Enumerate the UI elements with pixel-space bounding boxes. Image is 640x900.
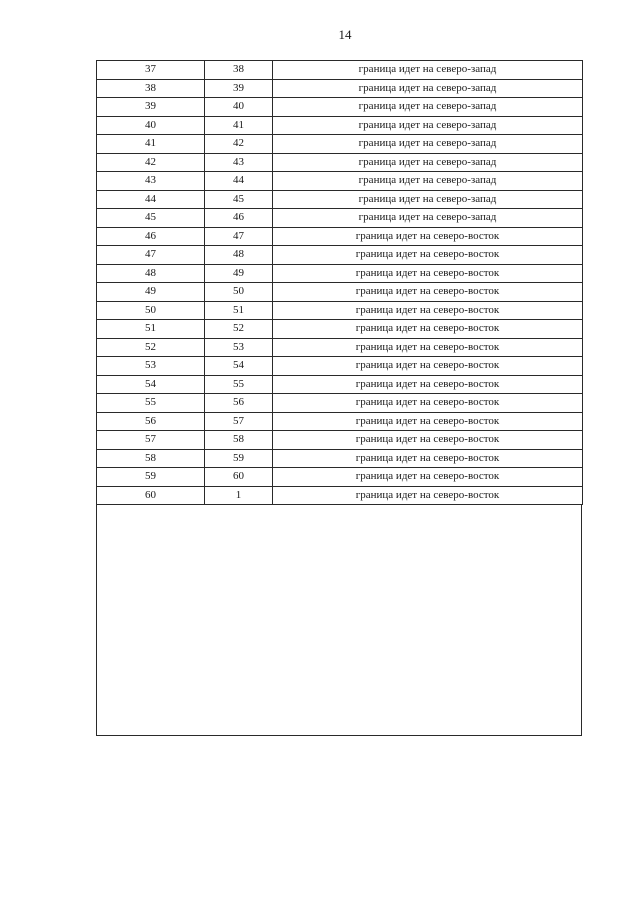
table-row <box>97 468 583 487</box>
point-from-cell: 49 <box>97 283 205 302</box>
table-row <box>97 412 583 431</box>
table-row <box>97 431 583 450</box>
page-number: 14 <box>338 27 352 42</box>
direction-cell: граница идет на северо-восток <box>273 486 583 505</box>
table-row <box>97 79 583 98</box>
direction-cell: граница идет на северо-запад <box>273 190 583 209</box>
direction-cell: граница идет на северо-запад <box>273 61 583 80</box>
direction-cell: граница идет на северо-восток <box>273 283 583 302</box>
table-row <box>97 338 583 357</box>
direction-cell: граница идет на северо-восток <box>273 431 583 450</box>
point-from-cell: 53 <box>97 357 205 376</box>
table-row <box>97 61 583 80</box>
direction-cell: граница идет на северо-восток <box>273 449 583 468</box>
table-row <box>97 172 583 191</box>
direction-cell: граница идет на северо-восток <box>273 357 583 376</box>
direction-cell: граница идет на северо-восток <box>273 264 583 283</box>
direction-cell: граница идет на северо-восток <box>273 394 583 413</box>
point-from-cell: 47 <box>97 246 205 265</box>
direction-cell: граница идет на северо-запад <box>273 98 583 117</box>
table-row <box>97 357 583 376</box>
table-row <box>97 394 583 413</box>
point-to-cell: 50 <box>205 283 273 302</box>
table-row <box>97 320 583 339</box>
point-to-cell: 49 <box>205 264 273 283</box>
direction-cell: граница идет на северо-запад <box>273 79 583 98</box>
point-to-cell: 47 <box>205 227 273 246</box>
point-to-cell: 43 <box>205 153 273 172</box>
point-to-cell: 1 <box>205 486 273 505</box>
point-from-cell: 58 <box>97 449 205 468</box>
point-from-cell: 57 <box>97 431 205 450</box>
point-from-cell: 38 <box>97 79 205 98</box>
boundary-table-container <box>96 60 582 505</box>
direction-cell: граница идет на северо-восток <box>273 320 583 339</box>
point-to-cell: 60 <box>205 468 273 487</box>
direction-cell: граница идет на северо-запад <box>273 135 583 154</box>
point-to-cell: 51 <box>205 301 273 320</box>
direction-cell: граница идет на северо-запад <box>273 153 583 172</box>
point-from-cell: 50 <box>97 301 205 320</box>
table-row <box>97 264 583 283</box>
table-row <box>97 283 583 302</box>
boundary-table-body <box>97 61 583 505</box>
point-from-cell: 41 <box>97 135 205 154</box>
point-from-cell: 46 <box>97 227 205 246</box>
point-to-cell: 52 <box>205 320 273 339</box>
point-from-cell: 52 <box>97 338 205 357</box>
point-from-cell: 56 <box>97 412 205 431</box>
table-row <box>97 375 583 394</box>
point-from-cell: 48 <box>97 264 205 283</box>
point-from-cell: 42 <box>97 153 205 172</box>
table-row <box>97 116 583 135</box>
point-from-cell: 37 <box>97 61 205 80</box>
point-to-cell: 55 <box>205 375 273 394</box>
point-to-cell: 58 <box>205 431 273 450</box>
direction-cell: граница идет на северо-восток <box>273 468 583 487</box>
table-row <box>97 449 583 468</box>
point-to-cell: 57 <box>205 412 273 431</box>
point-from-cell: 55 <box>97 394 205 413</box>
direction-cell: граница идет на северо-запад <box>273 116 583 135</box>
point-to-cell: 53 <box>205 338 273 357</box>
point-to-cell: 39 <box>205 79 273 98</box>
direction-cell: граница идет на северо-восток <box>273 338 583 357</box>
table-row <box>97 227 583 246</box>
direction-cell: граница идет на северо-восток <box>273 227 583 246</box>
table-row <box>97 301 583 320</box>
point-from-cell: 40 <box>97 116 205 135</box>
point-from-cell: 43 <box>97 172 205 191</box>
table-row <box>97 153 583 172</box>
point-to-cell: 38 <box>205 61 273 80</box>
table-row <box>97 246 583 265</box>
direction-cell: граница идет на северо-восток <box>273 412 583 431</box>
point-from-cell: 59 <box>97 468 205 487</box>
point-to-cell: 48 <box>205 246 273 265</box>
table-row <box>97 98 583 117</box>
direction-cell: граница идет на северо-восток <box>273 246 583 265</box>
point-to-cell: 44 <box>205 172 273 191</box>
point-from-cell: 39 <box>97 98 205 117</box>
direction-cell: граница идет на северо-восток <box>273 375 583 394</box>
table-row <box>97 190 583 209</box>
point-to-cell: 45 <box>205 190 273 209</box>
table-row <box>97 135 583 154</box>
point-from-cell: 60 <box>97 486 205 505</box>
table-row <box>97 209 583 228</box>
point-to-cell: 54 <box>205 357 273 376</box>
point-to-cell: 41 <box>205 116 273 135</box>
point-from-cell: 44 <box>97 190 205 209</box>
point-to-cell: 46 <box>205 209 273 228</box>
table-row <box>97 486 583 505</box>
point-from-cell: 51 <box>97 320 205 339</box>
direction-cell: граница идет на северо-восток <box>273 301 583 320</box>
direction-cell: граница идет на северо-запад <box>273 209 583 228</box>
point-from-cell: 45 <box>97 209 205 228</box>
point-to-cell: 56 <box>205 394 273 413</box>
point-from-cell: 54 <box>97 375 205 394</box>
point-to-cell: 42 <box>205 135 273 154</box>
point-to-cell: 40 <box>205 98 273 117</box>
empty-frame <box>96 504 582 736</box>
direction-cell: граница идет на северо-запад <box>273 172 583 191</box>
boundary-table <box>96 60 583 505</box>
point-to-cell: 59 <box>205 449 273 468</box>
